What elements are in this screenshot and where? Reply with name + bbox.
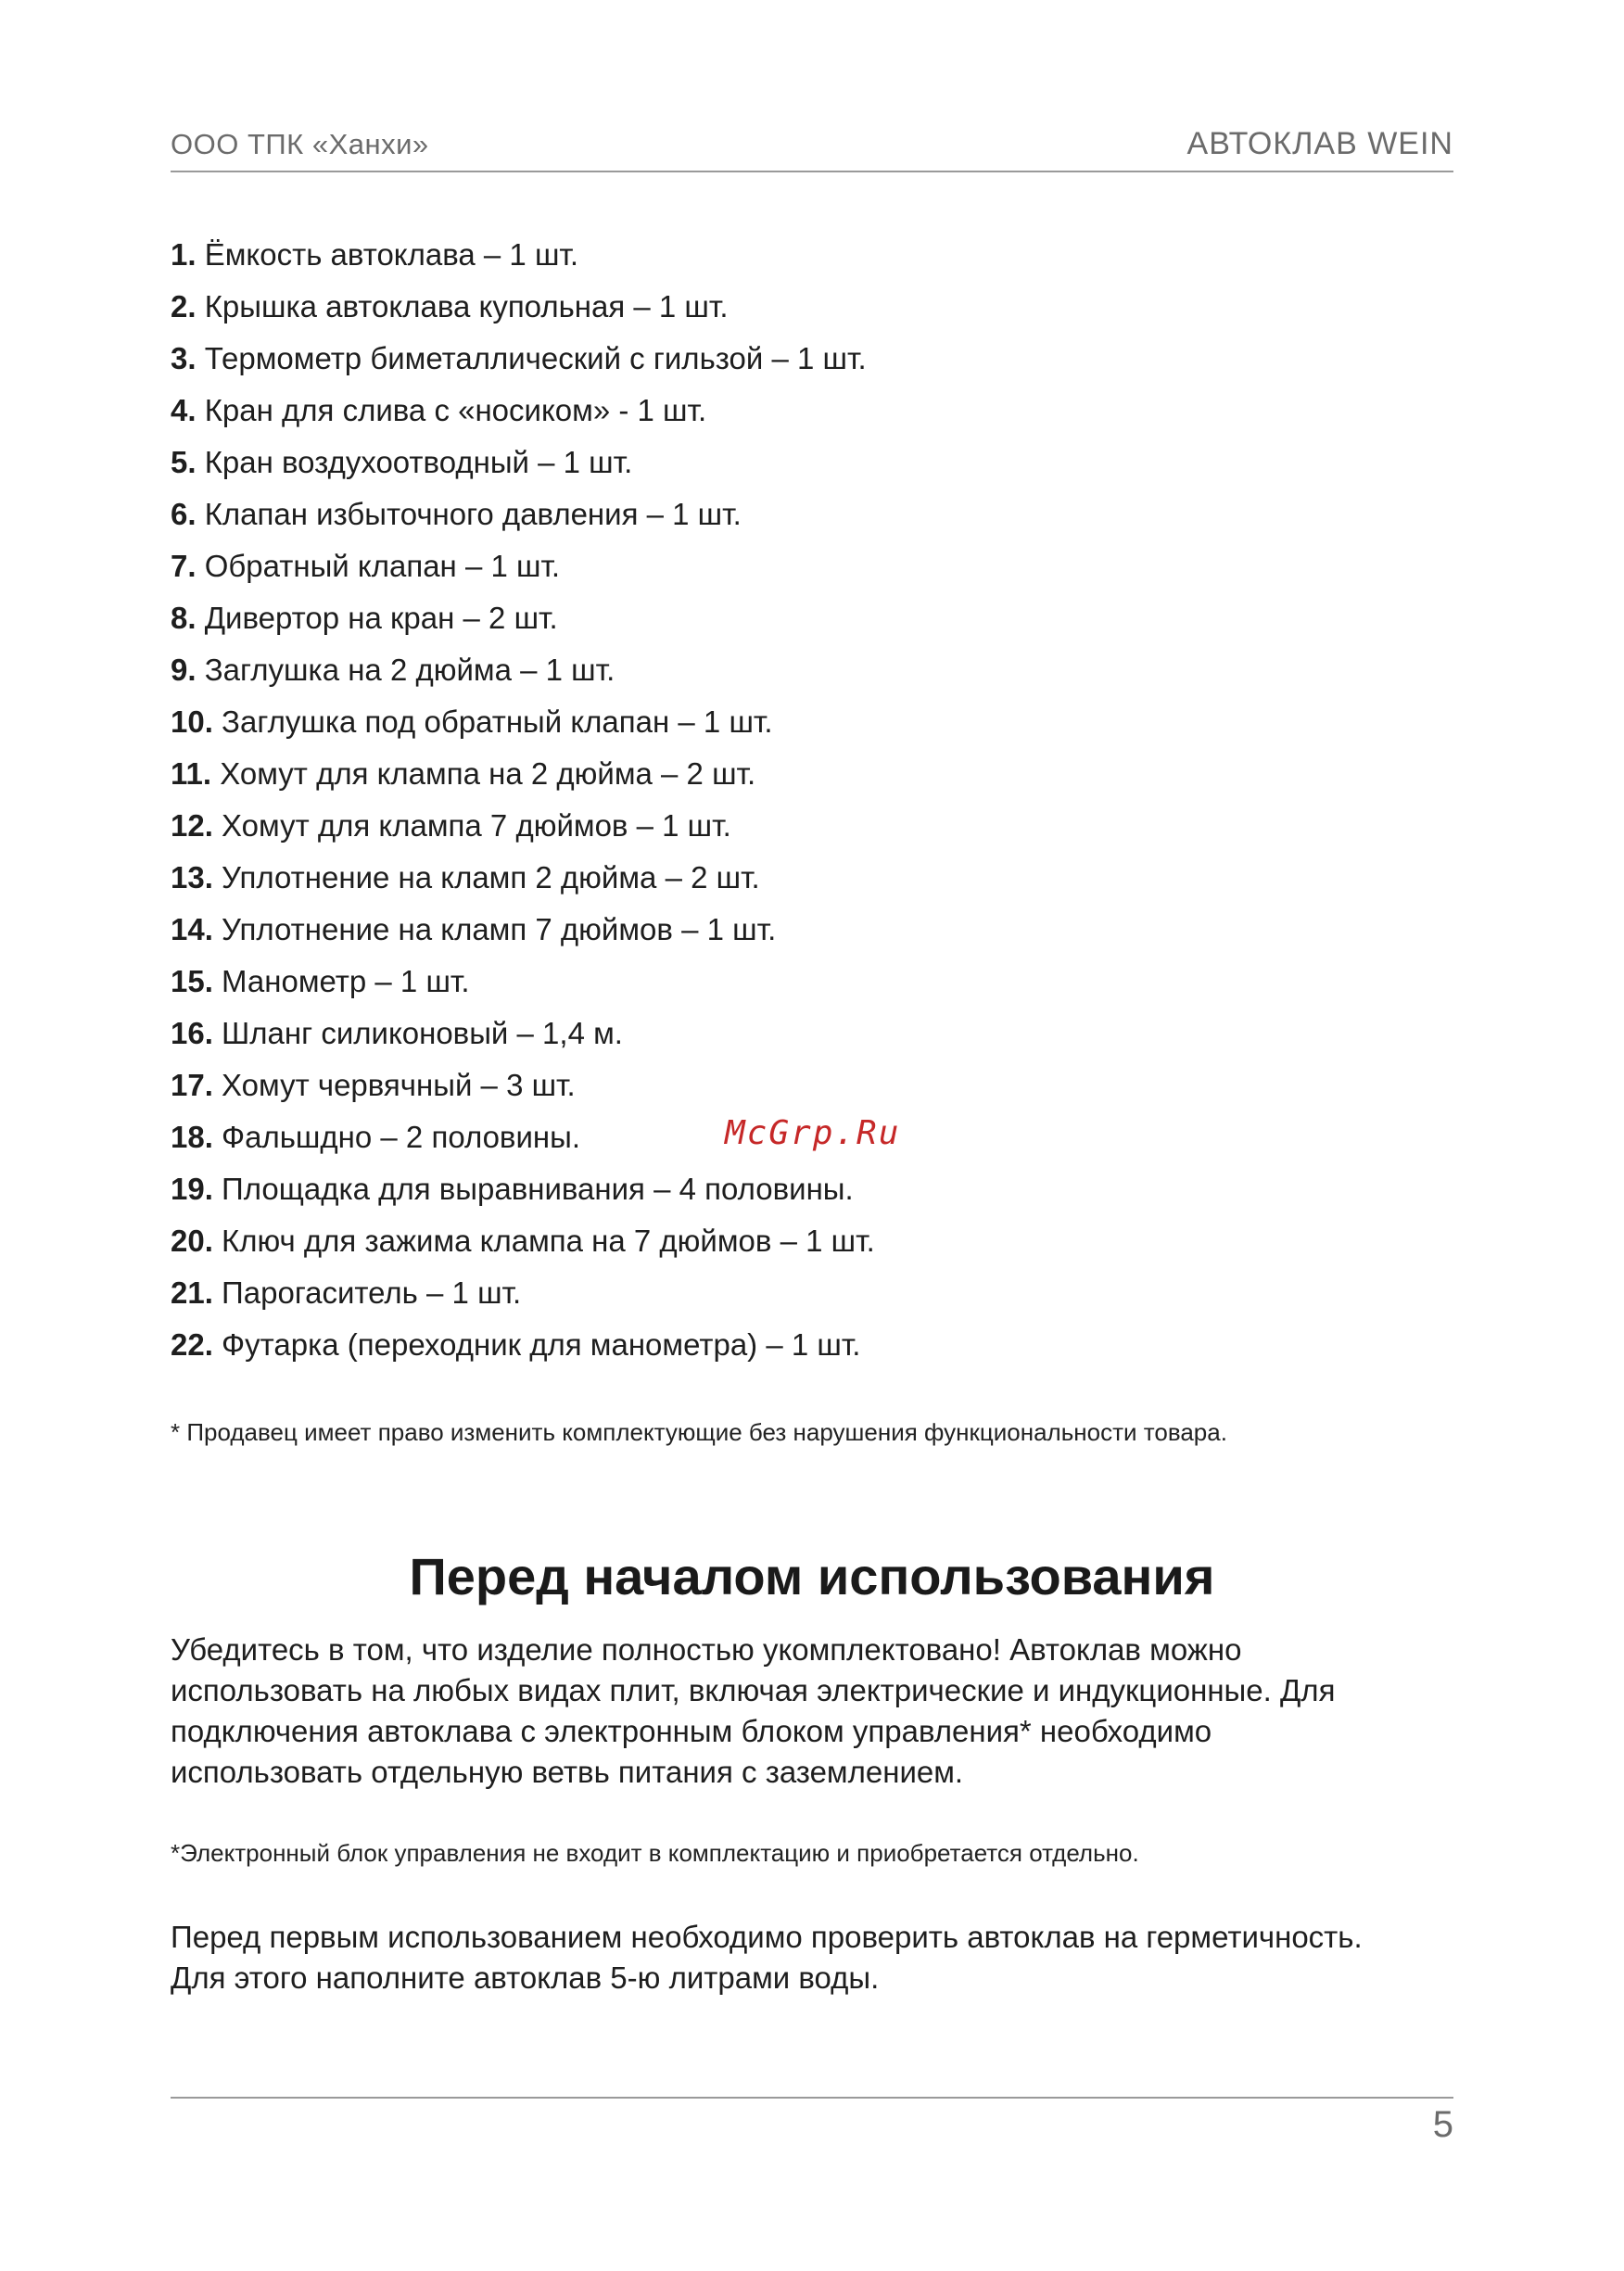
electronic-unit-note: *Электронный блок управления не входит в комплектацию и приобретается отдельно. [171,1839,1139,1867]
item-number: 7. [171,549,197,583]
item-number: 8. [171,601,197,635]
item-text: Манометр – 1 шт. [212,964,470,998]
item-number: 3. [171,341,197,375]
item-text: Ёмкость автоклава – 1 шт. [196,237,579,272]
paragraph-line: подключения автоклава с электронным блоком управления* необходимо [171,1714,1212,1748]
item-number: 13. [171,860,213,894]
list-item [171,229,875,281]
item-text: Обратный клапан – 1 шт. [196,549,561,583]
list-item [171,1319,875,1371]
list-item [171,385,875,437]
item-number: 11. [171,756,212,791]
header-divider [171,171,1453,172]
paragraph-line: Перед первым использованием необходимо проверить автоклав на герметичность. [171,1920,1363,1954]
package-contents-list [171,229,875,1371]
list-item [171,1059,875,1111]
item-text: Хомут для клампа на 2 дюйма – 2 шт. [211,756,756,791]
list-item [171,333,875,385]
item-text: Парогаситель – 1 шт. [212,1275,522,1310]
page-number: 5 [1432,2104,1453,2145]
section-title: Перед началом использования [409,1547,1215,1605]
list-item [171,281,875,333]
item-text: Заглушка под обратный клапан – 1 шт. [212,704,773,739]
item-text: Крышка автоклава купольная – 1 шт. [196,289,729,324]
watermark: McGrp.Ru [725,1114,901,1152]
item-text: Уплотнение на кламп 2 дюйма – 2 шт. [212,860,760,894]
item-text: Фальшдно – 2 половины. [212,1120,581,1154]
item-number: 18. [171,1120,213,1154]
seller-note: * Продавец имеет право изменить комплектующие без нарушения функциональности товара. [171,1418,1227,1446]
list-item [171,488,875,540]
leak-test-paragraph [171,1917,1468,1998]
list-item [171,696,875,748]
list-item [171,1008,875,1059]
item-number: 4. [171,393,197,427]
item-text: Хомут для клампа 7 дюймов – 1 шт. [212,808,731,843]
list-item [171,904,875,956]
item-number: 6. [171,497,197,531]
item-text: Площадка для выравнивания – 4 половины. [212,1172,854,1206]
footer-divider [171,2097,1453,2099]
item-number: 9. [171,653,197,687]
paragraph-line: использовать на любых видах плит, включая электрические и индукционные. Для [171,1673,1336,1707]
list-item [171,1163,875,1215]
list-item [171,748,875,800]
paragraph-line: Убедитесь в том, что изделие полностью укомплектовано! Автоклав можно [171,1632,1242,1667]
list-item [171,592,875,644]
product-name: АВТОКЛАВ WEIN [1186,126,1453,161]
item-text: Дивертор на кран – 2 шт. [196,601,558,635]
item-number: 10. [171,704,213,739]
item-number: 14. [171,912,213,946]
list-item [171,644,875,696]
paragraph-line: использовать отдельную ветвь питания с заземлением. [171,1755,964,1789]
item-number: 19. [171,1172,213,1206]
item-text: Кран воздухоотводный – 1 шт. [196,445,633,479]
paragraph-line: Для этого наполните автоклав 5-ю литрами воды. [171,1960,880,1995]
item-number: 2. [171,289,197,324]
item-number: 20. [171,1224,213,1258]
list-item [171,540,875,592]
list-item [171,437,875,488]
item-number: 12. [171,808,213,843]
item-text: Шланг силиконовый – 1,4 м. [212,1016,623,1050]
page-header [171,122,1453,171]
item-number: 22. [171,1327,213,1362]
item-number: 21. [171,1275,213,1310]
item-number: 17. [171,1068,213,1102]
list-item [171,1267,875,1319]
item-text: Кран для слива с «носиком» - 1 шт. [196,393,707,427]
item-number: 5. [171,445,197,479]
item-text: Уплотнение на кламп 7 дюймов – 1 шт. [212,912,777,946]
item-number: 16. [171,1016,213,1050]
item-text: Клапан избыточного давления – 1 шт. [196,497,742,531]
list-item [171,956,875,1008]
item-text: Футарка (переходник для манометра) – 1 шт. [212,1327,861,1362]
item-number: 1. [171,237,197,272]
company-name: ООО ТПК «Ханхи» [171,128,429,160]
list-item [171,1215,875,1267]
item-number: 15. [171,964,213,998]
list-item [171,800,875,852]
item-text: Заглушка на 2 дюйма – 1 шт. [196,653,615,687]
item-text: Термометр биметаллический с гильзой – 1 шт. [196,341,867,375]
item-text: Хомут червячный – 3 шт. [212,1068,576,1102]
list-item [171,852,875,904]
item-text: Ключ для зажима клампа на 7 дюймов – 1 шт. [212,1224,875,1258]
intro-paragraph [171,1630,1468,1793]
